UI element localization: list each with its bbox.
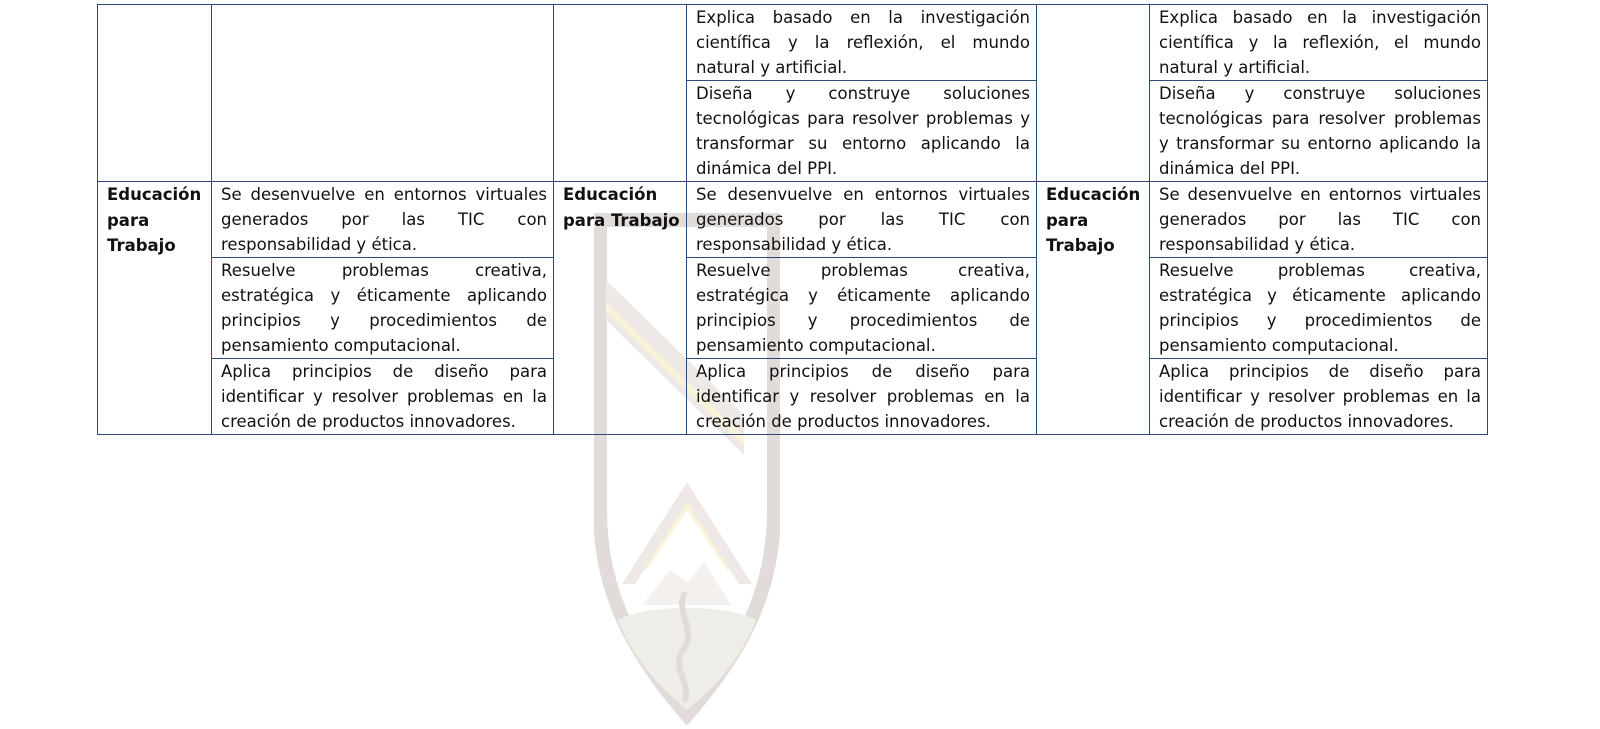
outcome-cell: Aplica principios de diseño para identificar y resolver problemas en la creación de productos innovadores.	[1150, 359, 1488, 435]
outcome-cell: Explica basado en la investigación científica y la reflexión, el mundo natural y artificial.	[1150, 5, 1488, 81]
area-label-cell: Educación para Trabajo	[98, 182, 212, 435]
outcome-cell: Se desenvuelve en entornos virtuales generados por las TIC con responsabilidad y ética.	[687, 182, 1037, 258]
area-label-cell: Educación para Trabajo	[1037, 182, 1150, 435]
empty-area-cell	[554, 5, 687, 182]
table-row	[98, 5, 1488, 81]
table-row	[98, 359, 1488, 435]
outcome-cell: Aplica principios de diseño para identificar y resolver problemas en la creación de productos innovadores.	[212, 359, 554, 435]
outcome-cell: Diseña y construye soluciones tecnológicas para resolver problemas y transformar su entorno aplicando la dinámica del PPI.	[687, 81, 1037, 182]
empty-area-cell	[1037, 5, 1150, 182]
empty-outcome-cell	[212, 5, 554, 182]
empty-area-cell	[98, 5, 212, 182]
outcome-cell: Se desenvuelve en entornos virtuales generados por las TIC con responsabilidad y ética.	[1150, 182, 1488, 258]
table-row	[98, 258, 1488, 359]
outcome-cell: Explica basado en la investigación científica y la reflexión, el mundo natural y artificial.	[687, 5, 1037, 81]
outcome-cell: Diseña y construye soluciones tecnológicas para resolver problemas y transformar su entorno aplicando la dinámica del PPI.	[1150, 81, 1488, 182]
outcome-cell: Aplica principios de diseño para identificar y resolver problemas en la creación de productos innovadores.	[687, 359, 1037, 435]
outcome-cell: Resuelve problemas creativa, estratégica y éticamente aplicando principios y procedimientos de pensamiento computacional.	[687, 258, 1037, 359]
area-label-cell: Educación para Trabajo	[554, 182, 687, 435]
table-row	[98, 182, 1488, 258]
competencies-table	[97, 4, 1488, 435]
outcome-cell: Se desenvuelve en entornos virtuales generados por las TIC con responsabilidad y ética.	[212, 182, 554, 258]
outcome-cell: Resuelve problemas creativa, estratégica y éticamente aplicando principios y procedimientos de pensamiento computacional.	[212, 258, 554, 359]
outcome-cell: Resuelve problemas creativa, estratégica y éticamente aplicando principios y procedimientos de pensamiento computacional.	[1150, 258, 1488, 359]
